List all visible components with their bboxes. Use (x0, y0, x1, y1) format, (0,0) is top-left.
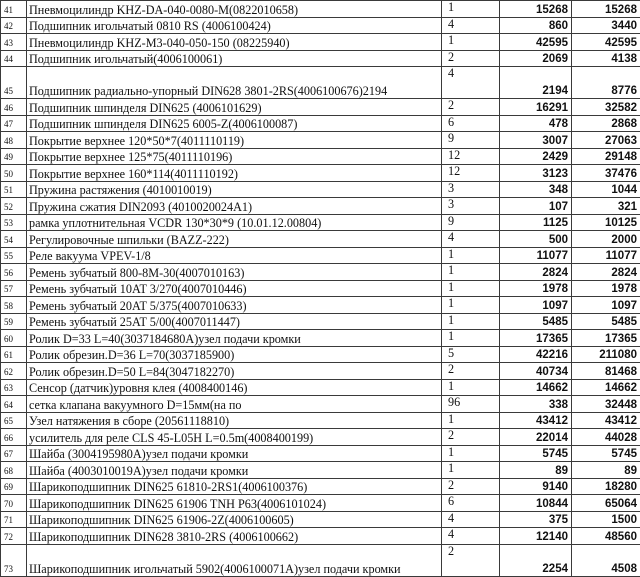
unit-price-cell[interactable]: 5485 (500, 313, 572, 330)
row-number-cell[interactable]: 42 (1, 17, 27, 34)
item-name-cell[interactable]: Шарикоподшипник DIN625 61810-2RS1(4006100376) (27, 478, 442, 495)
table-row (1, 1, 640, 18)
table-row (1, 115, 640, 132)
total-cell[interactable]: 32582 (572, 99, 640, 116)
total-cell[interactable]: 44028 (572, 429, 640, 446)
unit-price-cell[interactable]: 348 (500, 181, 572, 198)
total-cell[interactable]: 211080 (572, 346, 640, 363)
quantity-cell[interactable]: 2 (442, 478, 500, 495)
table-row (1, 412, 640, 429)
table-row (1, 165, 640, 182)
item-name-cell[interactable]: Регулировочные шпильки (BAZZ-222) (27, 231, 442, 248)
item-name-cell[interactable]: Шайба (3004195980A)узел подачи кромки (27, 445, 442, 462)
total-cell[interactable]: 8776 (572, 67, 640, 99)
quantity-cell[interactable]: 1 (442, 330, 500, 347)
total-cell[interactable]: 37476 (572, 165, 640, 182)
item-name-cell[interactable]: Ролик обрезин.D=36 L=70(3037185900) (27, 346, 442, 363)
table-row (1, 330, 640, 347)
row-number-cell[interactable]: 53 (1, 214, 27, 231)
row-number-cell[interactable]: 52 (1, 198, 27, 215)
item-name-cell[interactable]: Ремень зубчатый 800-8M-30(4007010163) (27, 264, 442, 281)
quantity-cell[interactable]: 4 (442, 528, 500, 545)
total-cell[interactable]: 1097 (572, 297, 640, 314)
quantity-cell[interactable]: 2 (442, 544, 500, 576)
quantity-cell[interactable]: 1 (442, 297, 500, 314)
table-row (1, 264, 640, 281)
item-name-cell[interactable]: Пневмоцилиндр KHZ-DA-040-0080-M(0822010658) (27, 1, 442, 18)
unit-price-cell[interactable]: 500 (500, 231, 572, 248)
row-number-cell[interactable]: 44 (1, 50, 27, 67)
item-name-cell[interactable]: Ремень зубчатый 10AT 3/270(4007010446) (27, 280, 442, 297)
total-cell[interactable]: 81468 (572, 363, 640, 380)
table-body (1, 1, 640, 577)
row-number-cell[interactable]: 69 (1, 478, 27, 495)
item-name-cell[interactable]: Подшипник шпинделя DIN625 (4006101629) (27, 99, 442, 116)
row-number-cell[interactable]: 72 (1, 528, 27, 545)
table-row (1, 478, 640, 495)
unit-price-cell[interactable]: 2429 (500, 148, 572, 165)
row-number-cell[interactable]: 57 (1, 280, 27, 297)
table-row (1, 50, 640, 67)
quantity-cell[interactable]: 2 (442, 429, 500, 446)
unit-price-cell[interactable]: 5745 (500, 445, 572, 462)
quantity-cell[interactable]: 4 (442, 231, 500, 248)
row-number-cell[interactable]: 56 (1, 264, 27, 281)
row-number-cell[interactable]: 47 (1, 115, 27, 132)
unit-price-cell[interactable]: 3123 (500, 165, 572, 182)
total-cell[interactable]: 15268 (572, 1, 640, 18)
table-row (1, 544, 640, 576)
item-name-cell[interactable]: Шарикоподшипник DIN625 61906 TNH P63(4006101024) (27, 495, 442, 512)
item-name-cell[interactable]: Подшипник радиально-упорный DIN628 3801-2RS(4006100676)2194 (27, 67, 442, 99)
quantity-cell[interactable]: 3 (442, 198, 500, 215)
quantity-cell[interactable]: 1 (442, 247, 500, 264)
total-cell[interactable]: 321 (572, 198, 640, 215)
quantity-cell[interactable]: 6 (442, 115, 500, 132)
row-number-cell[interactable]: 73 (1, 544, 27, 576)
row-number-cell[interactable]: 59 (1, 313, 27, 330)
row-number-cell[interactable]: 62 (1, 363, 27, 380)
unit-price-cell[interactable]: 1125 (500, 214, 572, 231)
quantity-cell[interactable]: 1 (442, 412, 500, 429)
item-name-cell[interactable]: Пружина сжатия DIN2093 (4010020024A1) (27, 198, 442, 215)
quantity-cell[interactable]: 4 (442, 17, 500, 34)
total-cell[interactable]: 65064 (572, 495, 640, 512)
total-cell[interactable]: 27063 (572, 132, 640, 149)
item-name-cell[interactable]: Ремень зубчатый 25AT 5/00(4007011447) (27, 313, 442, 330)
total-cell[interactable]: 4138 (572, 50, 640, 67)
total-cell[interactable]: 1978 (572, 280, 640, 297)
total-cell[interactable]: 29148 (572, 148, 640, 165)
quantity-cell[interactable]: 9 (442, 214, 500, 231)
table-row (1, 396, 640, 413)
row-number-cell[interactable]: 65 (1, 412, 27, 429)
item-name-cell[interactable]: рамка уплотнительная VCDR 130*30*9 (10.01.12.00804) (27, 214, 442, 231)
quantity-cell[interactable]: 2 (442, 363, 500, 380)
table-row (1, 363, 640, 380)
total-cell[interactable]: 5745 (572, 445, 640, 462)
quantity-cell[interactable]: 2 (442, 99, 500, 116)
quantity-cell[interactable]: 1 (442, 34, 500, 51)
unit-price-cell[interactable]: 11077 (500, 247, 572, 264)
item-name-cell[interactable]: Покрытие верхнее 160*114(4011110192) (27, 165, 442, 182)
unit-price-cell[interactable]: 40734 (500, 363, 572, 380)
table-row (1, 462, 640, 479)
table-row (1, 132, 640, 149)
total-cell[interactable]: 1500 (572, 511, 640, 528)
item-name-cell[interactable]: Шарикоподшипник DIN628 3810-2RS (4006100662) (27, 528, 442, 545)
total-cell[interactable]: 18280 (572, 478, 640, 495)
table-row (1, 379, 640, 396)
unit-price-cell[interactable]: 2254 (500, 544, 572, 576)
item-name-cell[interactable]: Реле вакуума VPEV-1/8 (27, 247, 442, 264)
total-cell[interactable]: 2824 (572, 264, 640, 281)
unit-price-cell[interactable]: 42216 (500, 346, 572, 363)
total-cell[interactable]: 42595 (572, 34, 640, 51)
item-name-cell[interactable]: Шарикоподшипник DIN625 61906-2Z(4006100605) (27, 511, 442, 528)
total-cell[interactable]: 3440 (572, 17, 640, 34)
table-row (1, 429, 640, 446)
table-row (1, 528, 640, 545)
unit-price-cell[interactable]: 338 (500, 396, 572, 413)
unit-price-cell[interactable]: 43412 (500, 412, 572, 429)
unit-price-cell[interactable]: 2824 (500, 264, 572, 281)
row-number-cell[interactable]: 55 (1, 247, 27, 264)
item-name-cell[interactable]: Пневмоцилиндр KHZ-M3-040-050-150 (08225940) (27, 34, 442, 51)
total-cell[interactable]: 4508 (572, 544, 640, 576)
quantity-cell[interactable]: 1 (442, 280, 500, 297)
item-name-cell[interactable]: Подшипник игольчатый(4006100061) (27, 50, 442, 67)
table-row (1, 17, 640, 34)
unit-price-cell[interactable]: 2069 (500, 50, 572, 67)
total-cell[interactable]: 32448 (572, 396, 640, 413)
unit-price-cell[interactable]: 860 (500, 17, 572, 34)
unit-price-cell[interactable]: 1097 (500, 297, 572, 314)
item-name-cell[interactable]: Покрытие верхнее 120*50*7(4011110119) (27, 132, 442, 149)
table-row (1, 181, 640, 198)
row-number-cell[interactable]: 63 (1, 379, 27, 396)
quantity-cell[interactable]: 1 (442, 1, 500, 18)
quantity-cell[interactable]: 12 (442, 165, 500, 182)
row-number-cell[interactable]: 60 (1, 330, 27, 347)
total-cell[interactable]: 89 (572, 462, 640, 479)
table-row (1, 34, 640, 51)
quantity-cell[interactable]: 12 (442, 148, 500, 165)
table-row (1, 231, 640, 248)
row-number-cell[interactable]: 70 (1, 495, 27, 512)
item-name-cell[interactable]: Подшипник шпинделя DIN625 6005-Z(4006100087) (27, 115, 442, 132)
total-cell[interactable]: 10125 (572, 214, 640, 231)
quantity-cell[interactable]: 96 (442, 396, 500, 413)
row-number-cell[interactable]: 51 (1, 181, 27, 198)
total-cell[interactable]: 2868 (572, 115, 640, 132)
total-cell[interactable]: 14662 (572, 379, 640, 396)
total-cell[interactable]: 11077 (572, 247, 640, 264)
unit-price-cell[interactable]: 89 (500, 462, 572, 479)
unit-price-cell[interactable]: 9140 (500, 478, 572, 495)
table-row (1, 297, 640, 314)
table-row (1, 346, 640, 363)
row-number-cell[interactable]: 49 (1, 148, 27, 165)
table-row (1, 313, 640, 330)
row-number-cell[interactable]: 58 (1, 297, 27, 314)
quantity-cell[interactable]: 3 (442, 181, 500, 198)
item-name-cell[interactable]: Покрытие верхнее 125*75(4011110196) (27, 148, 442, 165)
unit-price-cell[interactable]: 478 (500, 115, 572, 132)
item-name-cell[interactable]: Ролик D=33 L=40(3037184680A)узел подачи кромки (27, 330, 442, 347)
row-number-cell[interactable]: 61 (1, 346, 27, 363)
quantity-cell[interactable]: 1 (442, 445, 500, 462)
unit-price-cell[interactable]: 15268 (500, 1, 572, 18)
item-name-cell[interactable]: Шайба (4003010019A)узел подачи кромки (27, 462, 442, 479)
unit-price-cell[interactable]: 2194 (500, 67, 572, 99)
item-name-cell[interactable]: Подшипник игольчатый 0810 RS (4006100424) (27, 17, 442, 34)
table-row (1, 67, 640, 99)
total-cell[interactable]: 48560 (572, 528, 640, 545)
total-cell[interactable]: 17365 (572, 330, 640, 347)
quantity-cell[interactable]: 9 (442, 132, 500, 149)
quantity-cell[interactable]: 1 (442, 462, 500, 479)
table-row (1, 148, 640, 165)
item-name-cell[interactable]: сетка клапана вакуумного D=15мм(на по (27, 396, 442, 413)
unit-price-cell[interactable]: 17365 (500, 330, 572, 347)
total-cell[interactable]: 5485 (572, 313, 640, 330)
unit-price-cell[interactable]: 16291 (500, 99, 572, 116)
item-name-cell[interactable]: Узел натяжения в сборе (20561118810) (27, 412, 442, 429)
item-name-cell[interactable]: Пружина растяжения (4010010019) (27, 181, 442, 198)
unit-price-cell[interactable]: 107 (500, 198, 572, 215)
quantity-cell[interactable]: 6 (442, 495, 500, 512)
quantity-cell[interactable]: 4 (442, 511, 500, 528)
total-cell[interactable]: 1044 (572, 181, 640, 198)
unit-price-cell[interactable]: 10844 (500, 495, 572, 512)
table-row (1, 511, 640, 528)
item-name-cell[interactable]: усилитель для реле CLS 45-L05H L=0.5m(4008400199) (27, 429, 442, 446)
row-number-cell[interactable]: 68 (1, 462, 27, 479)
item-name-cell[interactable]: Ролик обрезин.D=50 L=84(3047182270) (27, 363, 442, 380)
row-number-cell[interactable]: 41 (1, 1, 27, 18)
total-cell[interactable]: 2000 (572, 231, 640, 248)
unit-price-cell[interactable]: 12140 (500, 528, 572, 545)
unit-price-cell[interactable]: 42595 (500, 34, 572, 51)
quantity-cell[interactable]: 1 (442, 379, 500, 396)
row-number-cell[interactable]: 54 (1, 231, 27, 248)
table-row (1, 247, 640, 264)
unit-price-cell[interactable]: 375 (500, 511, 572, 528)
table-row (1, 198, 640, 215)
table-row (1, 99, 640, 116)
table-row (1, 280, 640, 297)
table-row (1, 214, 640, 231)
row-number-cell[interactable]: 50 (1, 165, 27, 182)
quantity-cell[interactable]: 1 (442, 313, 500, 330)
quantity-cell[interactable]: 4 (442, 67, 500, 99)
row-number-cell[interactable]: 48 (1, 132, 27, 149)
row-number-cell[interactable]: 71 (1, 511, 27, 528)
row-number-cell[interactable]: 45 (1, 67, 27, 99)
unit-price-cell[interactable]: 1978 (500, 280, 572, 297)
unit-price-cell[interactable]: 14662 (500, 379, 572, 396)
quantity-cell[interactable]: 1 (442, 264, 500, 281)
quantity-cell[interactable]: 2 (442, 50, 500, 67)
row-number-cell[interactable]: 66 (1, 429, 27, 446)
total-cell[interactable]: 43412 (572, 412, 640, 429)
row-number-cell[interactable]: 67 (1, 445, 27, 462)
item-name-cell[interactable]: Ремень зубчатый 20AT 5/375(4007010633) (27, 297, 442, 314)
item-name-cell[interactable]: Шарикоподшипник игольчатый 5902(4006100071A)узел подачи кромки (27, 544, 442, 576)
row-number-cell[interactable]: 64 (1, 396, 27, 413)
unit-price-cell[interactable]: 3007 (500, 132, 572, 149)
item-name-cell[interactable]: Сенсор (датчик)уровня клея (4008400146) (27, 379, 442, 396)
row-number-cell[interactable]: 43 (1, 34, 27, 51)
row-number-cell[interactable]: 46 (1, 99, 27, 116)
quantity-cell[interactable]: 5 (442, 346, 500, 363)
table-row (1, 445, 640, 462)
unit-price-cell[interactable]: 22014 (500, 429, 572, 446)
table-row (1, 495, 640, 512)
